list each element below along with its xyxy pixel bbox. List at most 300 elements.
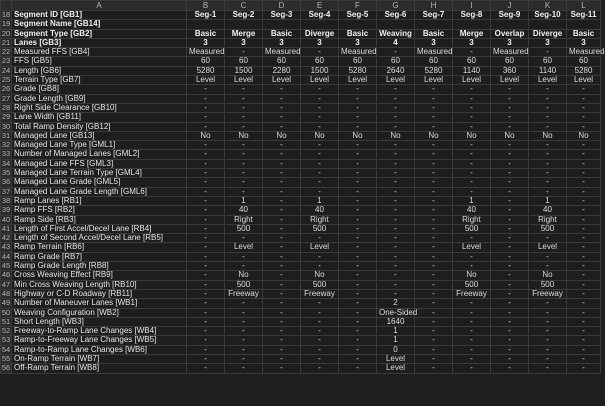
value-cell[interactable] — [263, 20, 301, 29]
value-cell[interactable]: - — [339, 159, 377, 168]
value-cell[interactable]: Level — [453, 76, 491, 85]
value-cell[interactable]: 3 — [491, 38, 529, 47]
value-cell[interactable]: - — [339, 317, 377, 326]
value-cell[interactable]: Level — [377, 364, 415, 373]
row-header[interactable]: 39 — [1, 205, 11, 215]
value-cell[interactable]: - — [453, 336, 491, 345]
value-cell[interactable]: No — [491, 131, 529, 140]
value-cell[interactable]: - — [263, 141, 301, 150]
value-cell[interactable]: - — [301, 354, 339, 363]
value-cell[interactable]: - — [491, 299, 529, 308]
value-cell[interactable]: - — [301, 103, 339, 112]
value-cell[interactable]: - — [415, 178, 453, 187]
value-cell[interactable]: - — [225, 345, 263, 354]
row-header[interactable]: 28 — [1, 102, 11, 112]
row-header[interactable]: 22 — [1, 47, 11, 57]
row-header[interactable]: 30 — [1, 121, 11, 131]
value-cell[interactable] — [491, 20, 529, 29]
column-header-c[interactable]: C — [225, 1, 263, 11]
value-cell[interactable]: - — [339, 187, 377, 196]
value-cell[interactable]: - — [567, 364, 601, 373]
value-cell[interactable]: No — [339, 131, 377, 140]
value-cell[interactable]: - — [415, 308, 453, 317]
value-cell[interactable]: Measured — [415, 48, 453, 57]
value-cell[interactable]: - — [491, 187, 529, 196]
value-cell[interactable]: - — [339, 308, 377, 317]
value-cell[interactable]: - — [529, 141, 567, 150]
value-cell[interactable]: Level — [225, 76, 263, 85]
value-cell[interactable]: - — [529, 252, 567, 261]
value-cell[interactable]: - — [415, 187, 453, 196]
value-cell[interactable]: 5280 — [339, 66, 377, 75]
value-cell[interactable]: - — [491, 94, 529, 103]
row-header[interactable]: 53 — [1, 335, 11, 345]
value-cell[interactable]: - — [415, 196, 453, 205]
value-cell[interactable]: - — [567, 354, 601, 363]
value-cell[interactable]: - — [377, 150, 415, 159]
value-cell[interactable]: - — [339, 113, 377, 122]
value-cell[interactable]: 2 — [377, 299, 415, 308]
value-cell[interactable]: - — [567, 169, 601, 178]
value-cell[interactable]: - — [529, 234, 567, 243]
value-cell[interactable]: - — [415, 113, 453, 122]
value-cell[interactable]: - — [567, 308, 601, 317]
value-cell[interactable]: - — [225, 187, 263, 196]
value-cell[interactable]: 1640 — [377, 317, 415, 326]
value-cell[interactable]: - — [263, 243, 301, 252]
row-label-cell[interactable]: Grade Length [GB9] — [12, 94, 187, 103]
value-cell[interactable]: - — [567, 122, 601, 131]
row-label-cell[interactable]: Managed Lane Grade Length [GML6] — [12, 187, 187, 196]
value-cell[interactable]: - — [187, 252, 225, 261]
value-cell[interactable]: - — [453, 364, 491, 373]
value-cell[interactable]: - — [301, 308, 339, 317]
value-cell[interactable]: - — [301, 141, 339, 150]
value-cell[interactable]: - — [187, 169, 225, 178]
value-cell[interactable]: - — [415, 85, 453, 94]
value-cell[interactable]: Seg-7 — [415, 11, 453, 20]
value-cell[interactable]: 1 — [529, 196, 567, 205]
value-cell[interactable]: - — [567, 224, 601, 233]
value-cell[interactable]: - — [415, 122, 453, 131]
value-cell[interactable]: - — [187, 85, 225, 94]
row-label-cell[interactable]: Segment ID [GB1] — [12, 11, 187, 20]
value-cell[interactable]: No — [529, 131, 567, 140]
column-header-k[interactable]: K — [529, 1, 567, 11]
value-cell[interactable]: Right — [225, 215, 263, 224]
value-cell[interactable]: - — [339, 150, 377, 159]
value-cell[interactable]: - — [187, 150, 225, 159]
value-cell[interactable]: - — [453, 345, 491, 354]
row-header[interactable]: 37 — [1, 186, 11, 196]
value-cell[interactable]: - — [377, 215, 415, 224]
value-cell[interactable]: - — [377, 48, 415, 57]
value-cell[interactable]: - — [187, 317, 225, 326]
row-label-cell[interactable]: Number of Maneuver Lanes [WB1] — [12, 299, 187, 308]
row-label-cell[interactable]: Managed Lane Terrain Type [GML4] — [12, 169, 187, 178]
value-cell[interactable]: - — [301, 122, 339, 131]
value-cell[interactable]: - — [263, 234, 301, 243]
row-label-cell[interactable]: Right Side Clearance [GB10] — [12, 103, 187, 112]
value-cell[interactable]: - — [491, 141, 529, 150]
value-cell[interactable]: - — [529, 103, 567, 112]
value-cell[interactable]: - — [263, 159, 301, 168]
value-cell[interactable]: - — [529, 187, 567, 196]
row-header[interactable]: 54 — [1, 344, 11, 354]
value-cell[interactable]: - — [225, 113, 263, 122]
value-cell[interactable]: - — [453, 178, 491, 187]
value-cell[interactable]: - — [453, 234, 491, 243]
value-cell[interactable]: Freeway — [301, 289, 339, 298]
value-cell[interactable]: - — [491, 196, 529, 205]
value-cell[interactable]: - — [301, 178, 339, 187]
column-header-g[interactable]: G — [377, 1, 415, 11]
row-label-cell[interactable]: Ramp Grade Length [RB8] — [12, 262, 187, 271]
value-cell[interactable]: 60 — [415, 57, 453, 66]
value-cell[interactable]: Seg-1 — [187, 11, 225, 20]
value-cell[interactable]: - — [567, 345, 601, 354]
value-cell[interactable]: - — [187, 196, 225, 205]
value-cell[interactable]: - — [339, 206, 377, 215]
value-cell[interactable]: - — [301, 364, 339, 373]
value-cell[interactable]: - — [491, 336, 529, 345]
value-cell[interactable]: - — [491, 345, 529, 354]
row-label-cell[interactable]: Ramp FFS [RB2] — [12, 206, 187, 215]
value-cell[interactable]: - — [225, 354, 263, 363]
row-label-cell[interactable]: Lanes [GB3] — [12, 38, 187, 47]
value-cell[interactable]: - — [301, 299, 339, 308]
value-cell[interactable]: - — [453, 299, 491, 308]
value-cell[interactable]: - — [263, 169, 301, 178]
value-cell[interactable]: - — [263, 354, 301, 363]
column-header-b[interactable]: B — [187, 1, 225, 11]
value-cell[interactable]: 60 — [453, 57, 491, 66]
row-header[interactable]: 49 — [1, 298, 11, 308]
value-cell[interactable]: No — [225, 131, 263, 140]
value-cell[interactable]: - — [567, 336, 601, 345]
value-cell[interactable]: - — [187, 113, 225, 122]
value-cell[interactable]: - — [377, 280, 415, 289]
value-cell[interactable]: - — [263, 215, 301, 224]
row-label-cell[interactable]: Ramp-to-Ramp Lane Changes [WB6] — [12, 345, 187, 354]
row-label-cell[interactable]: Terrain Type [GB7] — [12, 76, 187, 85]
value-cell[interactable]: - — [301, 94, 339, 103]
row-header[interactable]: 35 — [1, 168, 11, 178]
value-cell[interactable]: - — [377, 113, 415, 122]
value-cell[interactable]: - — [415, 327, 453, 336]
value-cell[interactable]: Measured — [567, 48, 601, 57]
value-cell[interactable]: Level — [301, 76, 339, 85]
value-cell[interactable]: Level — [301, 243, 339, 252]
row-header[interactable]: 40 — [1, 214, 11, 224]
row-label-cell[interactable]: Grade [GB8] — [12, 85, 187, 94]
column-header-f[interactable]: F — [339, 1, 377, 11]
value-cell[interactable]: No — [301, 271, 339, 280]
value-cell[interactable]: 3 — [567, 38, 601, 47]
row-header[interactable]: 45 — [1, 261, 11, 271]
value-cell[interactable]: - — [453, 150, 491, 159]
value-cell[interactable]: - — [339, 141, 377, 150]
row-header[interactable]: 33 — [1, 149, 11, 159]
row-header[interactable]: 43 — [1, 242, 11, 252]
value-cell[interactable]: - — [339, 243, 377, 252]
value-cell[interactable]: - — [491, 271, 529, 280]
value-cell[interactable]: - — [263, 336, 301, 345]
value-cell[interactable]: Merge — [225, 29, 263, 38]
value-cell[interactable]: - — [301, 345, 339, 354]
value-cell[interactable]: Freeway — [225, 289, 263, 298]
value-cell[interactable]: No — [529, 271, 567, 280]
value-cell[interactable]: Overlap — [491, 29, 529, 38]
value-cell[interactable]: No — [415, 131, 453, 140]
value-cell[interactable]: - — [225, 85, 263, 94]
value-cell[interactable]: - — [263, 103, 301, 112]
value-cell[interactable]: - — [225, 252, 263, 261]
value-cell[interactable]: - — [377, 243, 415, 252]
value-cell[interactable]: 360 — [491, 66, 529, 75]
value-cell[interactable]: - — [453, 308, 491, 317]
value-cell[interactable]: - — [301, 327, 339, 336]
value-cell[interactable]: - — [339, 271, 377, 280]
value-cell[interactable]: - — [263, 122, 301, 131]
value-cell[interactable]: 2280 — [263, 66, 301, 75]
value-cell[interactable]: - — [529, 122, 567, 131]
value-cell[interactable]: - — [187, 271, 225, 280]
row-label-cell[interactable]: Highway or C-D Roadway [RB11] — [12, 289, 187, 298]
row-header[interactable]: 20 — [1, 28, 11, 38]
row-label-cell[interactable]: Weaving Configuration [WB2] — [12, 308, 187, 317]
value-cell[interactable]: - — [377, 289, 415, 298]
value-cell[interactable]: Seg-4 — [301, 11, 339, 20]
value-cell[interactable]: 1 — [301, 196, 339, 205]
value-cell[interactable]: - — [263, 187, 301, 196]
row-header[interactable]: 29 — [1, 112, 11, 122]
row-header[interactable]: 18 — [1, 10, 11, 19]
value-cell[interactable]: - — [187, 215, 225, 224]
value-cell[interactable]: - — [491, 178, 529, 187]
row-header[interactable]: 44 — [1, 251, 11, 261]
row-label-cell[interactable]: Measured FFS [GB4] — [12, 48, 187, 57]
value-cell[interactable]: No — [187, 131, 225, 140]
value-cell[interactable]: - — [453, 169, 491, 178]
value-cell[interactable]: - — [301, 262, 339, 271]
value-cell[interactable]: 5280 — [567, 66, 601, 75]
value-cell[interactable]: Level — [225, 243, 263, 252]
value-cell[interactable]: - — [225, 159, 263, 168]
value-cell[interactable]: - — [187, 345, 225, 354]
value-cell[interactable]: - — [263, 262, 301, 271]
row-label-cell[interactable]: Managed Lane Type [GML1] — [12, 141, 187, 150]
value-cell[interactable]: - — [491, 215, 529, 224]
value-cell[interactable]: Merge — [453, 29, 491, 38]
value-cell[interactable]: - — [453, 354, 491, 363]
row-label-cell[interactable]: Lane Width [GB11] — [12, 113, 187, 122]
value-cell[interactable]: - — [187, 206, 225, 215]
value-cell[interactable]: Diverge — [301, 29, 339, 38]
value-cell[interactable]: - — [567, 206, 601, 215]
value-cell[interactable]: - — [529, 94, 567, 103]
value-cell[interactable]: Seg-11 — [567, 11, 601, 20]
value-cell[interactable]: 1140 — [453, 66, 491, 75]
value-cell[interactable]: - — [415, 243, 453, 252]
value-cell[interactable]: - — [225, 169, 263, 178]
value-cell[interactable]: - — [263, 327, 301, 336]
value-cell[interactable]: Measured — [263, 48, 301, 57]
value-cell[interactable]: - — [301, 252, 339, 261]
value-cell[interactable]: - — [263, 85, 301, 94]
value-cell[interactable]: - — [377, 122, 415, 131]
value-cell[interactable] — [567, 20, 601, 29]
column-header-l[interactable]: L — [567, 1, 601, 11]
value-cell[interactable]: 4 — [377, 38, 415, 47]
row-header[interactable]: 31 — [1, 130, 11, 140]
value-cell[interactable]: - — [567, 94, 601, 103]
value-cell[interactable]: - — [453, 141, 491, 150]
row-label-cell[interactable]: Min Cross Weaving Length [RB10] — [12, 280, 187, 289]
value-cell[interactable]: - — [529, 262, 567, 271]
value-cell[interactable]: - — [187, 327, 225, 336]
value-cell[interactable]: - — [225, 299, 263, 308]
value-cell[interactable]: - — [567, 215, 601, 224]
value-cell[interactable]: - — [339, 345, 377, 354]
value-cell[interactable]: Level — [377, 76, 415, 85]
value-cell[interactable]: - — [529, 345, 567, 354]
value-cell[interactable]: 60 — [529, 57, 567, 66]
row-label-cell[interactable]: Length [GB6] — [12, 66, 187, 75]
value-cell[interactable]: - — [415, 234, 453, 243]
value-cell[interactable]: - — [567, 252, 601, 261]
value-cell[interactable]: - — [301, 169, 339, 178]
column-header-h[interactable]: H — [415, 1, 453, 11]
value-cell[interactable]: 60 — [377, 57, 415, 66]
value-cell[interactable]: 60 — [567, 57, 601, 66]
value-cell[interactable]: Seg-8 — [453, 11, 491, 20]
value-cell[interactable]: - — [225, 327, 263, 336]
value-cell[interactable]: - — [415, 317, 453, 326]
value-cell[interactable]: - — [339, 94, 377, 103]
value-cell[interactable]: - — [339, 364, 377, 373]
value-cell[interactable]: - — [491, 327, 529, 336]
value-cell[interactable]: Level — [453, 243, 491, 252]
value-cell[interactable]: 60 — [339, 57, 377, 66]
value-cell[interactable]: - — [453, 122, 491, 131]
value-cell[interactable]: - — [491, 113, 529, 122]
value-cell[interactable] — [453, 20, 491, 29]
value-cell[interactable]: - — [263, 299, 301, 308]
value-cell[interactable]: - — [263, 178, 301, 187]
value-cell[interactable]: - — [187, 234, 225, 243]
value-cell[interactable]: - — [415, 289, 453, 298]
value-cell[interactable]: - — [377, 187, 415, 196]
value-cell[interactable]: No — [377, 131, 415, 140]
value-cell[interactable]: - — [377, 103, 415, 112]
row-label-cell[interactable]: Ramp Grade [RB7] — [12, 252, 187, 261]
value-cell[interactable]: No — [453, 271, 491, 280]
value-cell[interactable]: - — [567, 262, 601, 271]
value-cell[interactable]: - — [377, 234, 415, 243]
value-cell[interactable]: - — [301, 159, 339, 168]
value-cell[interactable]: Seg-6 — [377, 11, 415, 20]
value-cell[interactable]: 5280 — [415, 66, 453, 75]
value-cell[interactable]: - — [529, 85, 567, 94]
value-cell[interactable]: 1 — [453, 196, 491, 205]
value-cell[interactable]: 1 — [377, 327, 415, 336]
value-cell[interactable]: 1140 — [529, 66, 567, 75]
value-cell[interactable]: Seg-10 — [529, 11, 567, 20]
value-cell[interactable]: - — [491, 234, 529, 243]
value-cell[interactable]: Freeway — [529, 289, 567, 298]
row-header[interactable]: 46 — [1, 270, 11, 280]
row-header[interactable]: 38 — [1, 195, 11, 205]
value-cell[interactable]: - — [377, 224, 415, 233]
value-cell[interactable]: Level — [263, 76, 301, 85]
value-cell[interactable]: - — [491, 85, 529, 94]
value-cell[interactable]: - — [529, 159, 567, 168]
value-cell[interactable]: - — [187, 94, 225, 103]
value-cell[interactable]: - — [263, 308, 301, 317]
value-cell[interactable]: - — [225, 122, 263, 131]
value-cell[interactable] — [529, 20, 567, 29]
value-cell[interactable] — [225, 20, 263, 29]
value-cell[interactable]: 500 — [225, 224, 263, 233]
value-cell[interactable]: - — [301, 234, 339, 243]
value-cell[interactable]: - — [225, 178, 263, 187]
value-cell[interactable]: 500 — [453, 224, 491, 233]
value-cell[interactable]: - — [225, 48, 263, 57]
value-cell[interactable]: 40 — [225, 206, 263, 215]
value-cell[interactable]: 40 — [453, 206, 491, 215]
value-cell[interactable]: - — [301, 187, 339, 196]
value-cell[interactable]: - — [225, 308, 263, 317]
value-cell[interactable]: 60 — [491, 57, 529, 66]
value-cell[interactable]: - — [529, 299, 567, 308]
value-cell[interactable]: - — [377, 252, 415, 261]
value-cell[interactable]: - — [263, 271, 301, 280]
value-cell[interactable]: No — [225, 271, 263, 280]
value-cell[interactable]: - — [339, 169, 377, 178]
value-cell[interactable]: - — [529, 364, 567, 373]
value-cell[interactable]: Right — [453, 215, 491, 224]
value-cell[interactable]: - — [377, 196, 415, 205]
row-label-cell[interactable]: Cross Weaving Effect [RB9] — [12, 271, 187, 280]
value-cell[interactable]: - — [263, 113, 301, 122]
value-cell[interactable]: - — [187, 122, 225, 131]
row-label-cell[interactable]: Number of Managed Lanes [GML2] — [12, 150, 187, 159]
value-cell[interactable]: Freeway — [453, 289, 491, 298]
value-cell[interactable]: - — [415, 150, 453, 159]
row-label-cell[interactable]: Freeway-to-Ramp Lane Changes [WB4] — [12, 327, 187, 336]
value-cell[interactable]: - — [567, 141, 601, 150]
value-cell[interactable]: No — [453, 131, 491, 140]
value-cell[interactable]: - — [567, 280, 601, 289]
value-cell[interactable]: - — [263, 252, 301, 261]
value-cell[interactable]: - — [339, 215, 377, 224]
value-cell[interactable]: - — [339, 234, 377, 243]
value-cell[interactable]: 500 — [453, 280, 491, 289]
value-cell[interactable]: - — [415, 364, 453, 373]
value-cell[interactable]: - — [567, 159, 601, 168]
row-header[interactable]: 47 — [1, 279, 11, 289]
value-cell[interactable]: - — [567, 327, 601, 336]
value-cell[interactable]: - — [453, 85, 491, 94]
value-cell[interactable]: - — [529, 336, 567, 345]
value-cell[interactable]: 3 — [415, 38, 453, 47]
value-cell[interactable]: Basic — [263, 29, 301, 38]
row-header[interactable]: 50 — [1, 307, 11, 317]
value-cell[interactable]: - — [339, 299, 377, 308]
value-cell[interactable]: - — [567, 317, 601, 326]
row-header[interactable]: 25 — [1, 75, 11, 85]
